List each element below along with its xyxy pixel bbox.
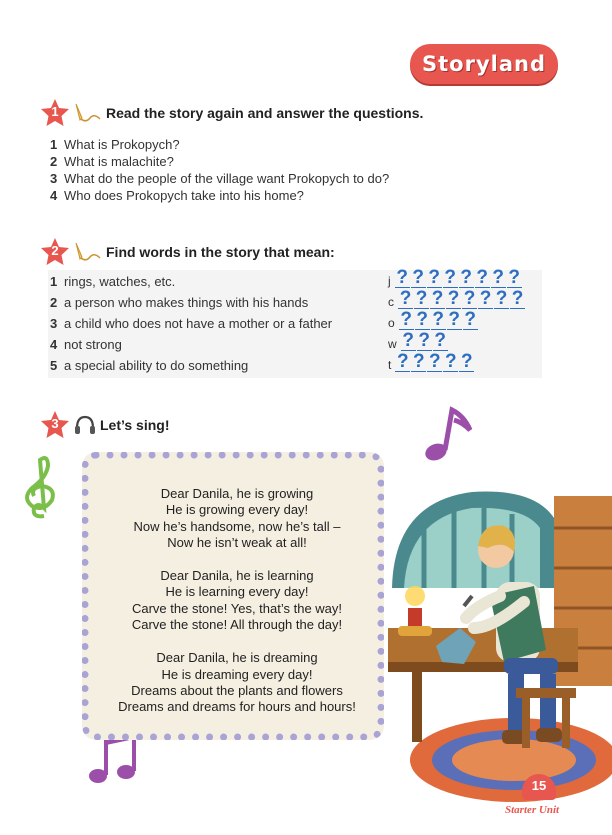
exercise-number: 1 — [51, 104, 59, 119]
blank-letter-slot[interactable]: ? — [463, 288, 476, 309]
blank-letter-slot[interactable]: ? — [461, 351, 473, 372]
lyric-line: He is growing every day! — [165, 502, 309, 518]
blank-letter-slot[interactable]: ? — [418, 330, 430, 351]
definition-row: 4 not strong — [50, 337, 122, 352]
exercise-2-header — [40, 237, 335, 267]
blank-letter-slot[interactable]: ? — [396, 267, 408, 288]
blank-letter-slot[interactable]: ? — [448, 309, 460, 330]
answer-blank[interactable]: t ? ? ? ? ? — [388, 351, 473, 372]
blank-letter-slot[interactable]: ? — [511, 288, 524, 309]
brand-label: Storyland — [422, 52, 546, 76]
question: 2 What is malachite? — [50, 154, 174, 169]
definition-row: 5 a special ability to do something — [50, 358, 249, 373]
question: 1 What is Prokopych? — [50, 137, 180, 152]
blank-letter-slot[interactable]: ? — [400, 309, 412, 330]
pencil-icon — [72, 241, 102, 263]
treble-clef-icon — [18, 452, 66, 522]
blank-letter-slot[interactable]: ? — [476, 267, 488, 288]
lyric-line: Now he isn’t weak at all! — [167, 534, 307, 550]
blank-letter-slot[interactable]: ? — [429, 351, 441, 372]
blank-letter-slot[interactable]: ? — [428, 267, 440, 288]
storyland-badge — [410, 44, 558, 84]
blank-letter-slot[interactable]: ? — [431, 288, 444, 309]
lyric-line: Dear Danila, he is dreaming — [156, 650, 318, 666]
answer-blank[interactable]: j ? ? ? ? ? ? ? ? — [388, 267, 520, 288]
blank-letter-slot[interactable]: ? — [460, 267, 472, 288]
blank-letter-slot[interactable]: ? — [402, 330, 414, 351]
blank-letter-slot[interactable]: ? — [399, 288, 412, 309]
blank-letter-slot[interactable]: ? — [495, 288, 508, 309]
blank-letter-slot[interactable]: ? — [508, 267, 520, 288]
lyric-line: He is learning every day! — [165, 584, 309, 600]
blank-letter-slot[interactable]: ? — [416, 309, 428, 330]
definition-row: 1 rings, watches, etc. — [50, 274, 176, 289]
blank-letter-slot[interactable]: ? — [464, 309, 476, 330]
exercise-number-star — [40, 237, 70, 267]
exercise-number: 3 — [51, 416, 59, 431]
exercise-number-star — [40, 98, 70, 128]
blank-letter-slot[interactable]: ? — [447, 288, 460, 309]
unit-footer: Starter Unit — [505, 804, 560, 816]
headphones-icon — [74, 415, 96, 435]
lyric-line: Dear Danila, he is learning — [160, 568, 314, 584]
music-note-icon — [420, 404, 480, 464]
definition-row: 3 a child who does not have a mother or a father — [50, 316, 333, 331]
blank-letter-slot[interactable]: ? — [492, 267, 504, 288]
exercise-1-header — [40, 98, 423, 128]
blank-letter-slot[interactable]: ? — [444, 267, 456, 288]
blank-letter-slot[interactable]: ? — [397, 351, 409, 372]
song-lyrics — [82, 486, 392, 733]
question: 4 Who does Prokopych take into his home? — [50, 188, 304, 203]
definition-row: 2 a person who makes things with his hands — [50, 295, 309, 310]
exercise-3-header — [40, 410, 170, 440]
song-stanza — [82, 568, 392, 633]
lyric-line: Dreams about the plants and flowers — [131, 682, 343, 698]
exercise-1-questions — [50, 136, 389, 204]
exercise-number: 2 — [51, 243, 59, 258]
blank-letter-slot[interactable]: ? — [412, 267, 424, 288]
danila-carving-illustration — [384, 478, 612, 808]
lyric-line: He is dreaming every day! — [161, 666, 313, 682]
page-number: 15 — [522, 774, 556, 800]
blank-letter-slot[interactable]: ? — [432, 309, 444, 330]
lyric-line: Now he’s handsome, now he’s tall – — [133, 518, 341, 534]
lyric-line: Dear Danila, he is growing — [160, 486, 314, 501]
lyric-line: Dreams and dreams for hours and hours! — [118, 699, 356, 715]
answer-blank[interactable]: c ? ? ? ? ? ? ? ? — [388, 288, 524, 309]
pencil-icon — [72, 102, 102, 124]
answer-blank[interactable]: o ? ? ? ? ? — [388, 309, 476, 330]
exercise-2-instruction: Find words in the story that mean: — [106, 244, 335, 260]
blank-letter-slot[interactable]: ? — [415, 288, 428, 309]
exercise-number-star — [40, 410, 70, 440]
blank-letter-slot[interactable]: ? — [479, 288, 492, 309]
exercise-1-instruction: Read the story again and answer the questions. — [106, 105, 424, 121]
lyric-line: Carve the stone! All through the day! — [131, 617, 343, 633]
answer-blank[interactable]: w ? ? ? — [388, 330, 446, 351]
song-stanza — [82, 486, 392, 551]
question: 3 What do the people of the village want Prokopych to do? — [50, 171, 390, 186]
lyric-line: Carve the stone! Yes, that’s the way! — [131, 600, 343, 616]
song-stanza — [82, 650, 392, 715]
blank-letter-slot[interactable]: ? — [413, 351, 425, 372]
blank-letter-slot[interactable]: ? — [445, 351, 457, 372]
blank-letter-slot[interactable]: ? — [434, 330, 446, 351]
exercise-3-instruction: Let’s sing! — [100, 417, 170, 433]
